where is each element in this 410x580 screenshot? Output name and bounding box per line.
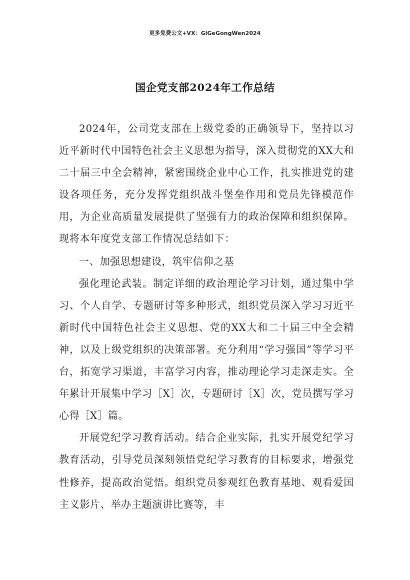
- body-paragraph-discipline: 开展党纪学习教育活动。结合企业实际，扎实开展党纪学习教育活动，引导党员深刻领悟党纪学习教育的目标要求，增强党性修养，提高政治觉悟。组织党员参观红色教育基地、观看爱国主义影片、举办主题演讲比赛等，丰: [59, 433, 354, 511]
- document-title: 国企党支部2024年工作总结: [135, 82, 275, 94]
- document-body: [59, 119, 354, 517]
- section-heading: 一、加强思想建设，筑牢信仰之基: [79, 256, 235, 268]
- body-paragraph-theory: 强化理论武装。制定详细的政治理论学习计划，通过集中学习、个人自学、专题研讨等多种形式，组织党员深入学习习近平新时代中国特色社会主义思想、党的XX大和二十届三中全会精神，以及上级党组织的决策部署。充分利用“学习强国”等学习平台，拓宽学习渠道，丰富学习内容，推动理论学习走深走实。全年累计开展集中学习［X］次，专题研讨［X］次，党员撰写学习心得［X］篇。: [59, 278, 354, 423]
- header-watermark: 更多免费公文+VX：GiGeGongWen2024: [149, 31, 261, 37]
- intro-paragraph: 2024年，公司党支部在上级党委的正确领导下，坚持以习近平新时代中国特色社会主义思想为指导，深入贯彻党的XX大和二十届三中全会精神，紧密围绕企业中心工作，扎实推进党的建设各项任务，充分发挥党组织战斗堡垒作用和党员先锋模范作用，为企业高质量发展提供了坚强有力的政治保障和组织保障。现将本年度党支部工作情况总结如下：: [59, 124, 354, 246]
